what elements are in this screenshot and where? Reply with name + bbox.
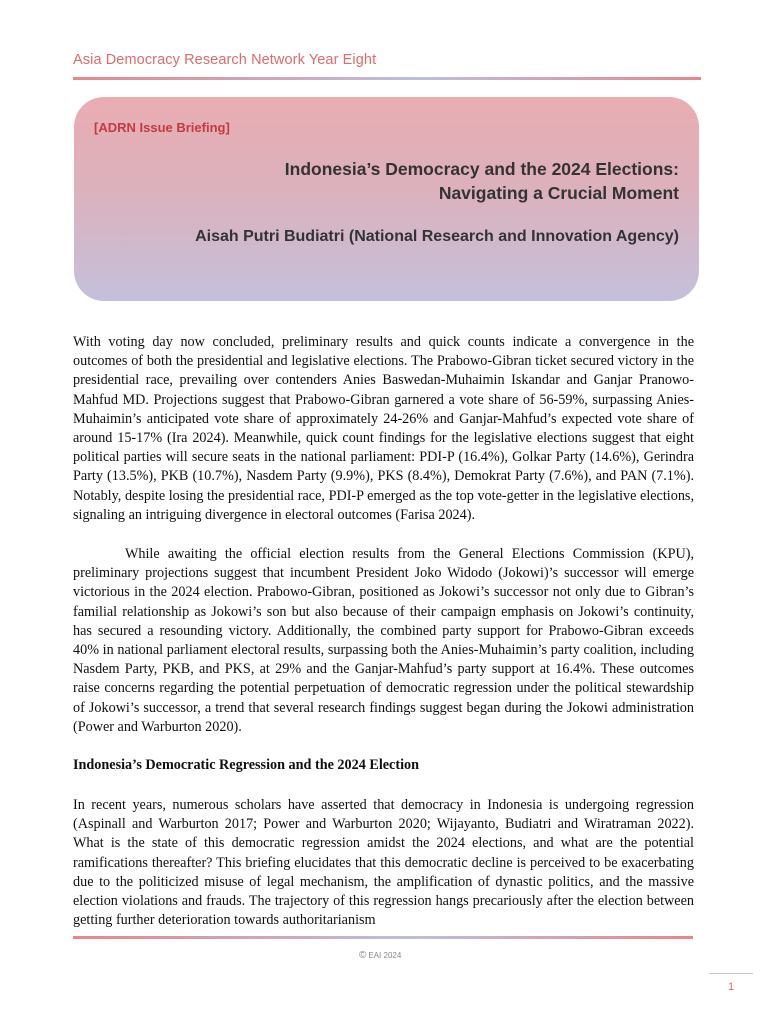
title-line-1: Indonesia’s Democracy and the 2024 Elections: (284, 159, 679, 179)
author-line: Aisah Putri Budiatri (National Research and Innovation Agency) (195, 228, 679, 245)
section-heading: Indonesia’s Democratic Regression and the 2024 Election (73, 757, 419, 773)
running-header: Asia Democracy Research Network Year Eight (73, 52, 377, 68)
paragraph-1: With voting day now concluded, preliminary results and quick counts indicate a convergence in the outcomes of both the presidential and legislative elections. The Prabowo-Gibran ticket secured victory in the presidential race, prevailing over contenders Anies Baswedan-Muhaimin Iskandar and Ganjar Pranowo-Mahfud MD. Projections suggest that Prabowo-Gibran garnered a vote share of 56-59%, surpassing Anies-Muhaimin’s anticipated vote share of approximately 24-26% and Ganjar-Mahfud’s expected vote share of around 15-17% (Ira 2024). Meanwhile, quick count findings for the legislative elections suggest that eight political parties will secure seats in the national parliament: PDI-P (16.4%), Golkar Party (14.6%), Gerindra Party (13.5%), PKB (10.7%), Nasdem Party (9.9%), PKS (8.4%), Demokrat Party (7.6%), and PAN (7.1%). Notably, despite losing the presidential race, PDI-P emerged as the top vote-getter in the legislative elections, signaling an intriguing divergence in electoral outcomes (Farisa 2024). (73, 334, 694, 523)
footer-copyright (359, 950, 401, 961)
footer-divider (73, 936, 693, 939)
title-line-2: Navigating a Crucial Moment (438, 183, 679, 203)
page-number-rule (709, 973, 753, 974)
briefing-tag: [ADRN Issue Briefing] (94, 120, 230, 135)
paragraph-3: In recent years, numerous scholars have asserted that democracy in Indonesia is undergoing regression (Aspinall and Warburton 2017; Power and Warburton 2020; Wijayanto, Budiatri and Wiratraman 2022). What is the state of this democratic regression amidst the 2024 elections, and what are the potential ramifications thereafter? This briefing elucidates that this democratic decline is perceived to be exacerbating due to the politicized misuse of legal mechanism, the amplification of dynastic politics, and the massive election violations and frauds. The trajectory of this regression hangs precariously after the election between getting further deterioration towards authoritarianism (73, 797, 694, 929)
title-box (74, 97, 699, 301)
copyright-icon: © (359, 950, 367, 961)
paragraph-2: While awaiting the official election results from the General Elections Commission (KPU), preliminary projections suggest that incumbent President Joko Widodo (Jokowi)’s successor will emerge victorious in the 2024 election. Prabowo-Gibran, positioned as Jokowi’s successor not only due to Gibran’s familial relationship as Jokowi’s son but also because of their campaign emphasis on Jokowi’s continuity, has secured a resounding victory. Additionally, the combined party support for Prabowo-Gibran exceeds 40% in national parliament electoral results, surpassing both the Anies-Muhaimin’s party coalition, including Nasdem Party, PKB, and PKS, at 29% and the Ganjar-Mahfud’s party support at 16.4%. These outcomes raise concerns regarding the potential perpetuation of democratic regression under the political stewardship of Jokowi’s successor, a trend that several research findings suggest began during the Jokowi administration (Power and Warburton 2020). (73, 546, 694, 735)
page-number: 1 (728, 981, 735, 993)
copyright-text: EAI 2024 (368, 951, 402, 960)
header-divider (73, 77, 701, 80)
document-title (285, 157, 679, 205)
